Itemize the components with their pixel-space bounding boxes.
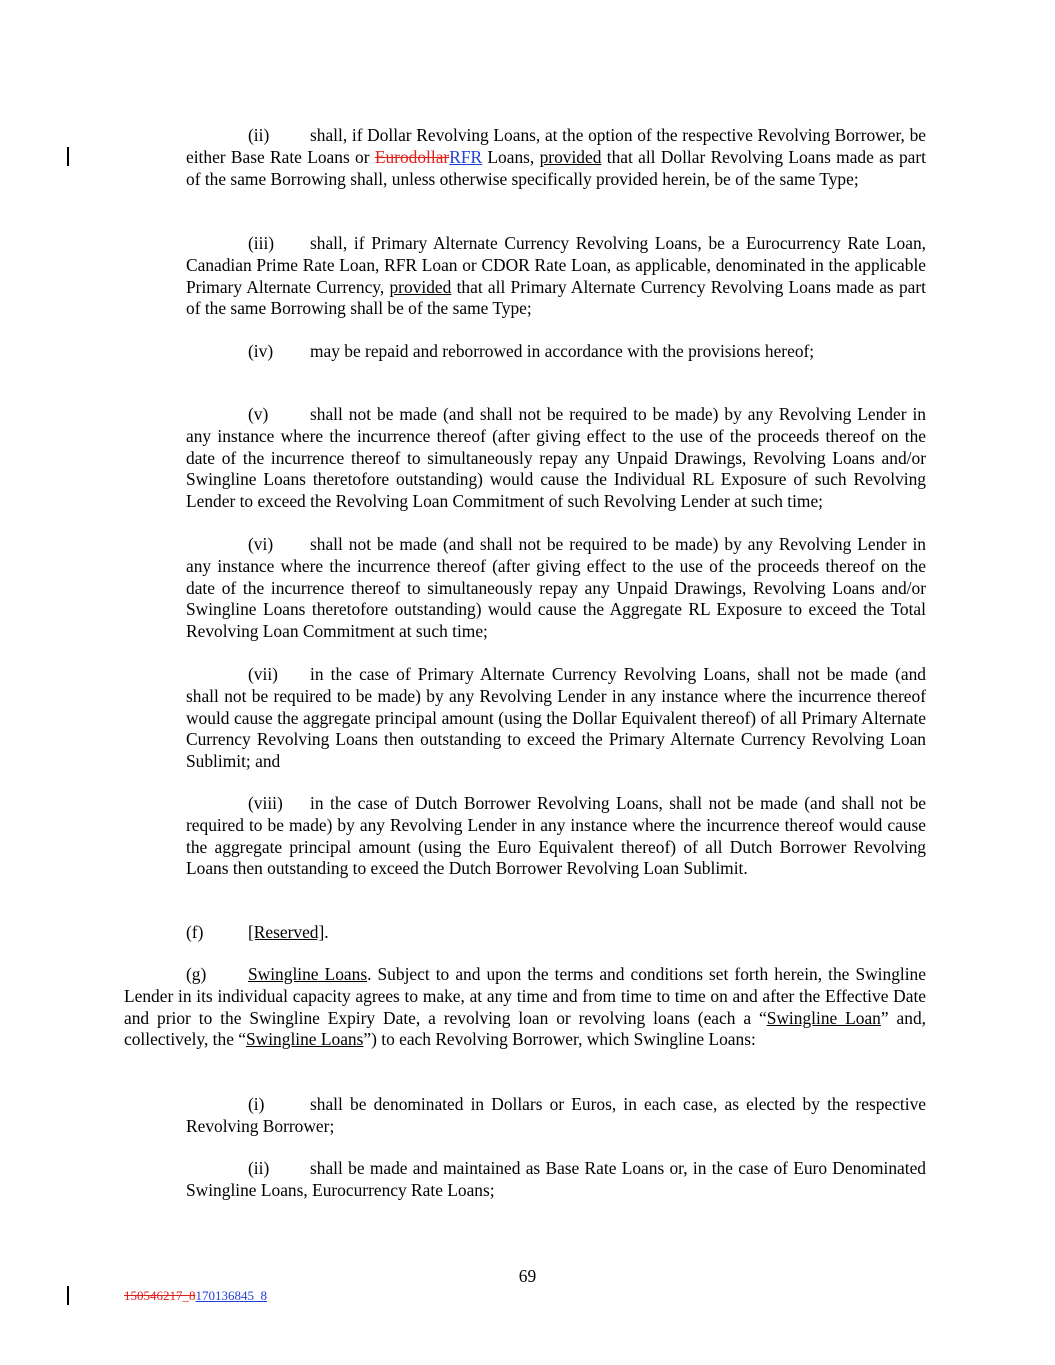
clause-number: (viii) [248,793,283,813]
change-bar-bottom [67,1286,69,1305]
footer-inserted-id: 170136845_8 [195,1288,267,1303]
clause-iii [186,233,926,320]
section-letter: (g) [186,964,207,984]
document-id-footer [124,1288,267,1304]
defined-term: Swingline Loan [766,1007,881,1028]
swingline-clause-i [186,1094,926,1138]
clause-number: (iii) [248,233,275,253]
clause-number: (iv) [248,341,274,361]
section-g [124,964,926,1051]
clause-text: shall be made and maintained as Base Rate Loans or, in the case of Euro Denominated Swingline Loans, Eurocurrency Rate Loans; [186,1158,926,1200]
clause-number: (v) [248,404,269,424]
clause-text: may be repaid and reborrowed in accordance with the provisions hereof; [310,341,815,361]
clause-viii [186,793,926,880]
clause-text: shall, if Primary Alternate Currency Revolving Loans, be a Eurocurrency Rate Loan, Canadian Prime Rate Loan, RFR Loan or CDOR Rate Loan, as applicable, denominated in the applicable Primary Alternate Currency, [186,233,926,297]
section-text: ” and, collectively, the “ [124,1007,926,1050]
clause-number: (i) [248,1094,265,1114]
clause-number: (vi) [248,534,274,554]
clause-text: in the case of Primary Alternate Currency Revolving Loans, shall not be made (and shall not be required to be made) by any Revolving Lender in any instance where the incurrence thereof would cause the aggregate principal amount (using the Dollar Equivalent thereof) of all Primary Alternate Currency Revolving Loans then outstanding to exceed the Primary Alternate Currency Revolving Loan Sublimit; and [186,664,926,772]
clause-number: (ii) [248,1158,270,1178]
clause-v [186,404,926,513]
clause-number: (vii) [248,664,278,684]
section-text: . Subject to and upon the terms and conditions set forth herein, the Swingline Lender in its individual capacity agrees to make, at any time and from time to time on and after the Effective Date and prior to the Swingline Expiry Date, a revolving loan or revolving loans (each a “ [124,964,926,1028]
clause-text: in the case of Dutch Borrower Revolving Loans, shall not be made (and shall not be required to be made) by any Revolving Lender in any instance where the incurrence thereof would cause the aggregate principal amount (using the Euro Equivalent thereof) of all Dutch Borrower Revolving Loans then outstanding to exceed the Dutch Borrower Revolving Loan Sublimit. [186,793,926,879]
clause-text: Loans, [482,146,540,167]
footer-deleted-id: 150546217_8 [124,1288,196,1303]
section-text: ”) to each Revolving Borrower, which Swingline Loans: [363,1029,756,1050]
clause-text: that all Dollar Revolving Loans made as part of the same Borrowing shall, unless otherwise specifically provided herein, be of the same Type; [186,146,926,189]
clause-iv [186,341,926,363]
clause-text: shall not be made (and shall not be required to be made) by any Revolving Lender in any instance where the incurrence thereof (after giving effect to the use of the proceeds thereof on the date of the incurrence thereof to simultaneously repay any Unpaid Drawings, Revolving Loans and/or Swingline Loans theretofore outstanding) would cause the Aggregate RL Exposure to exceed the Total Revolving Loan Commitment at such time; [186,534,926,642]
defined-term: Swingline Loans [246,1029,364,1050]
change-bar-top [67,147,69,166]
section-heading: [Reserved] [248,922,325,942]
page-number: 69 [518,1266,537,1286]
underlined-term: provided [389,276,452,297]
deleted-text: Eurodollar [374,146,450,167]
clause-text: shall be denominated in Dollars or Euros, in each case, as elected by the respective Revolving Borrower; [186,1094,926,1136]
swingline-clause-ii [186,1158,926,1202]
inserted-text: RFR [449,146,483,167]
section-letter: (f) [186,922,204,942]
clause-vi [186,534,926,643]
section-f [186,922,926,944]
underlined-term: provided [539,146,602,167]
clause-vii [186,664,926,773]
clause-text: shall, if Dollar Revolving Loans, at the option of the respective Revolving Borrower, be either Base Rate Loans or [186,125,926,167]
clause-text: shall not be made (and shall not be required to be made) by any Revolving Lender in any instance where the incurrence thereof (after giving effect to the use of the proceeds thereof on the date of the incurrence thereof to simultaneously repay any Unpaid Drawings, Revolving Loans and/or Swingline Loans theretofore outstanding) would cause the Individual RL Exposure of such Revolving Lender to exceed the Revolving Loan Commitment of such Revolving Lender at such time; [186,404,926,512]
section-text: . [324,922,329,942]
section-heading: Swingline Loans [248,964,368,984]
clause-ii [186,125,926,190]
clause-text: that all Primary Alternate Currency Revolving Loans made as part of the same Borrowing shall be of the same Type; [186,276,926,319]
clause-number: (ii) [248,125,270,145]
